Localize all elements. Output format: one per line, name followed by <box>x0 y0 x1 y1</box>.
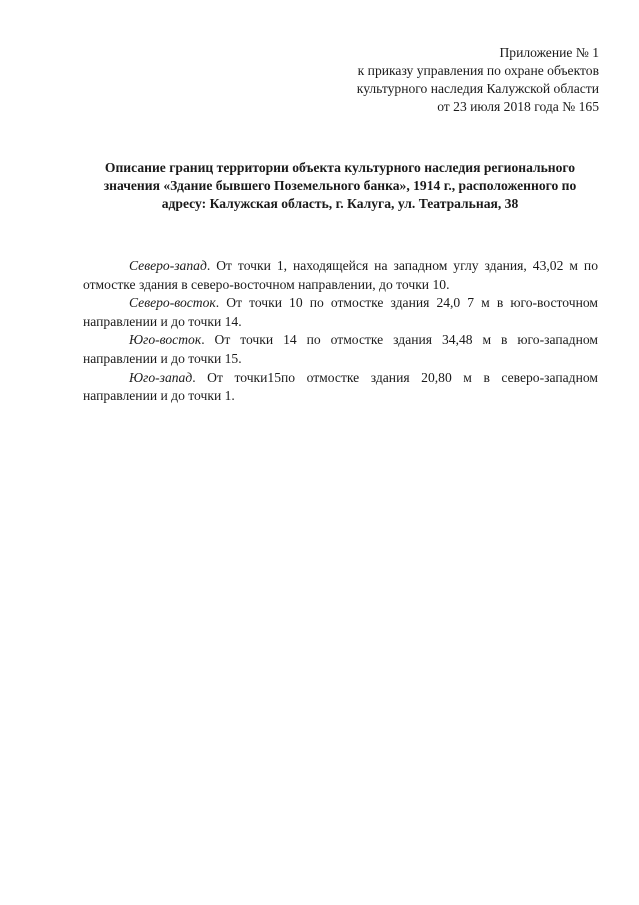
boundary-description <box>83 257 598 406</box>
direction-label: Северо-запад <box>129 258 207 273</box>
title-line: значения «Здание бывшего Поземельного банка», 1914 г., расположенного по <box>103 178 577 193</box>
boundary-paragraph-southwest <box>83 369 598 406</box>
appendix-number: Приложение № 1 <box>499 45 599 60</box>
appendix-order-ref: к приказу управления по охране объектов <box>357 63 599 78</box>
appendix-date: от 23 июля 2018 года № 165 <box>437 99 599 114</box>
appendix-authority: культурного наследия Калужской области <box>356 81 599 96</box>
boundary-paragraph-southeast <box>83 331 598 368</box>
paragraph-text: . От точки15по отмостке здания 20,80 м в северо-западном направлении и до точки 1. <box>83 369 598 404</box>
boundary-paragraph-northeast <box>83 294 598 331</box>
title-line: адресу: Калужская область, г. Калуга, ул. Театральная, 38 <box>161 196 519 211</box>
document-title <box>80 159 600 213</box>
paragraph-text: . От точки 10 по отмостке здания 24,0 7 м в юго-восточном направлении и до точки 14. <box>83 295 598 329</box>
paragraph-text: . От точки 1, находящейся на западном углу здания, 43,02 м по отмостке здания в северо-восточном направлении, до точки 10. <box>83 258 598 292</box>
direction-label: Юго-запад <box>129 369 193 385</box>
title-line: Описание границ территории объекта культурного наследия регионального <box>104 160 576 175</box>
paragraph-text: . От точки 14 по отмостке здания 34,48 м в юго-западном направлении и до точки 15. <box>83 332 598 366</box>
direction-label: Юго-восток <box>129 332 202 348</box>
boundary-paragraph-northwest <box>83 257 598 294</box>
direction-label: Северо-восток <box>129 295 216 311</box>
appendix-header <box>279 44 599 116</box>
